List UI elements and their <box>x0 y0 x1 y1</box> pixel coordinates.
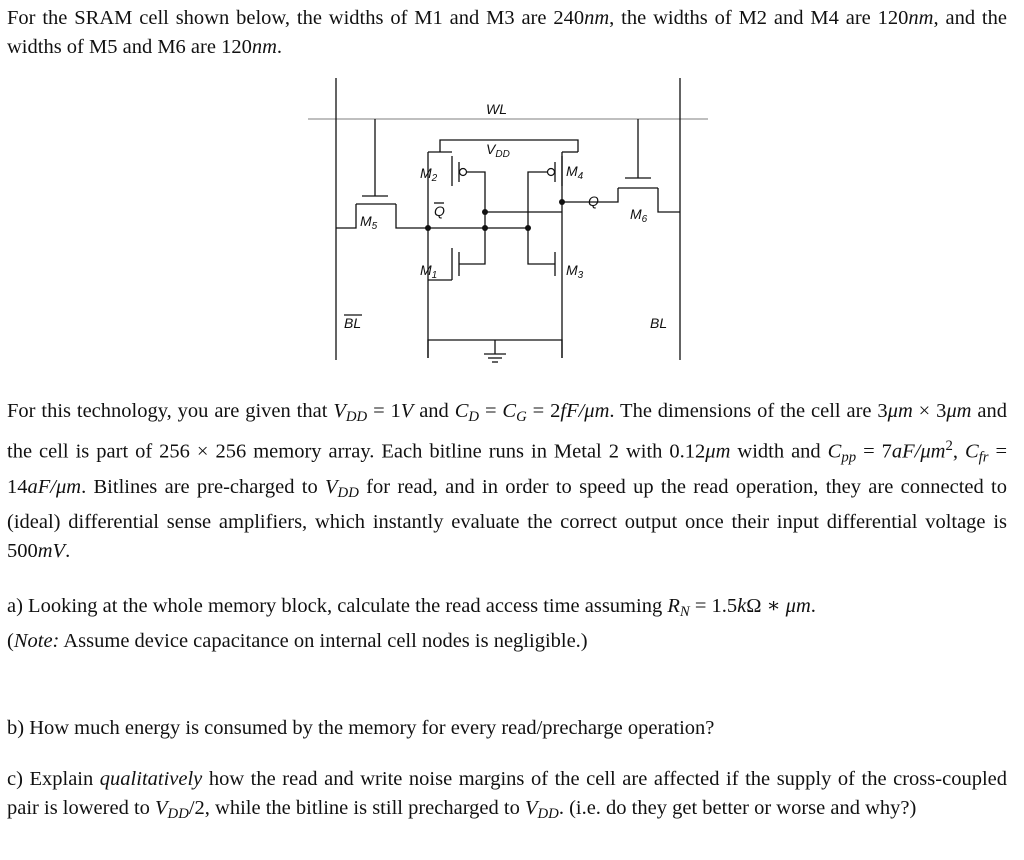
intro-paragraph <box>7 4 1007 62</box>
unit-nm-3: nm <box>251 36 277 58</box>
m6-drain <box>658 188 680 212</box>
m5-drain <box>336 204 356 228</box>
bitline-label: BL <box>650 315 668 331</box>
m1-label: $M_1$ <box>420 262 438 281</box>
intro-text-3: , and the widths of M5 and M6 are 120 <box>7 7 1007 58</box>
m4-gate-wire <box>528 172 547 228</box>
node-dot-3 <box>525 225 531 231</box>
intro-text-1: For the SRAM cell shown below, the widths of M1 and M3 are 240 <box>7 7 585 29</box>
technology-paragraph: For this technology, you are given that $V_{DD} = 1V$ and $C_D = C_G = 2fF/\mu m$. The dimensions of the cell are 3μm × 3μm and the cell is part of 256 × 256 memory array. Each bitline runs in Metal 2 with 0.12μm width and $C_{pp} = 7aF/\mu m^2$, $C_{fr} = 14aF/\mu m$. Bitlines are pre-charged to $V_{DD}$ for read, and in order to speed up the read operation, they are connected to (ideal) differential sense amplifiers, which instantly evaluate the correct output once their input differential voltage is 500mV. <box>7 400 1008 562</box>
q-label: Q <box>588 193 599 209</box>
node-dot-1 <box>482 209 488 215</box>
q-bar-label: Q <box>434 203 445 219</box>
vdd-label: $V_{DD}$ <box>486 141 510 160</box>
node-dot-2 <box>482 225 488 231</box>
m5-label: $M_5$ <box>360 213 378 232</box>
m2-gate-wire <box>467 172 485 228</box>
m3-gate-wire <box>528 228 555 264</box>
node-qbar-dot <box>425 225 431 231</box>
question-a: a) Looking at the whole memory block, calculate the read access time assuming $R_N = 1.5k\Omega$ ∗ μm. (Note: Assume device capacitance on internal cell nodes is negligible.) <box>7 595 816 653</box>
node-q-dot <box>559 199 565 205</box>
m3-label: $M_3$ <box>566 262 584 281</box>
m1-gate-wire <box>459 228 485 264</box>
intro-text-2: , the widths of M2 and M4 are 120 <box>609 7 909 29</box>
unit-nm-1: nm <box>584 7 610 29</box>
unit-nm-2: nm <box>908 7 934 29</box>
question-c: c) Explain qualitatively how the read and write noise margins of the cell are affected if the supply of the cross-coupled pair is lowered to $V_{DD}/2$, while the bitline is still precharged to $V_{DD}$. (i.e. do they get better or worse and why?) <box>7 768 1007 823</box>
m2-label: $M_2$ <box>420 165 438 184</box>
wl-label: WL <box>486 101 507 117</box>
m6-label: $M_6$ <box>630 206 648 225</box>
bitline-bar-label: BL <box>344 315 362 331</box>
intro-text-4: . <box>276 36 283 58</box>
m4-gate-bubble <box>548 169 555 176</box>
question-b: b) How much energy is consumed by the memory for every read/precharge operation? <box>7 717 715 739</box>
m2-gate-bubble <box>460 169 467 176</box>
sram-circuit-diagram <box>300 78 720 378</box>
m5-source <box>396 204 428 228</box>
m4-label: $M_4$ <box>566 163 584 182</box>
